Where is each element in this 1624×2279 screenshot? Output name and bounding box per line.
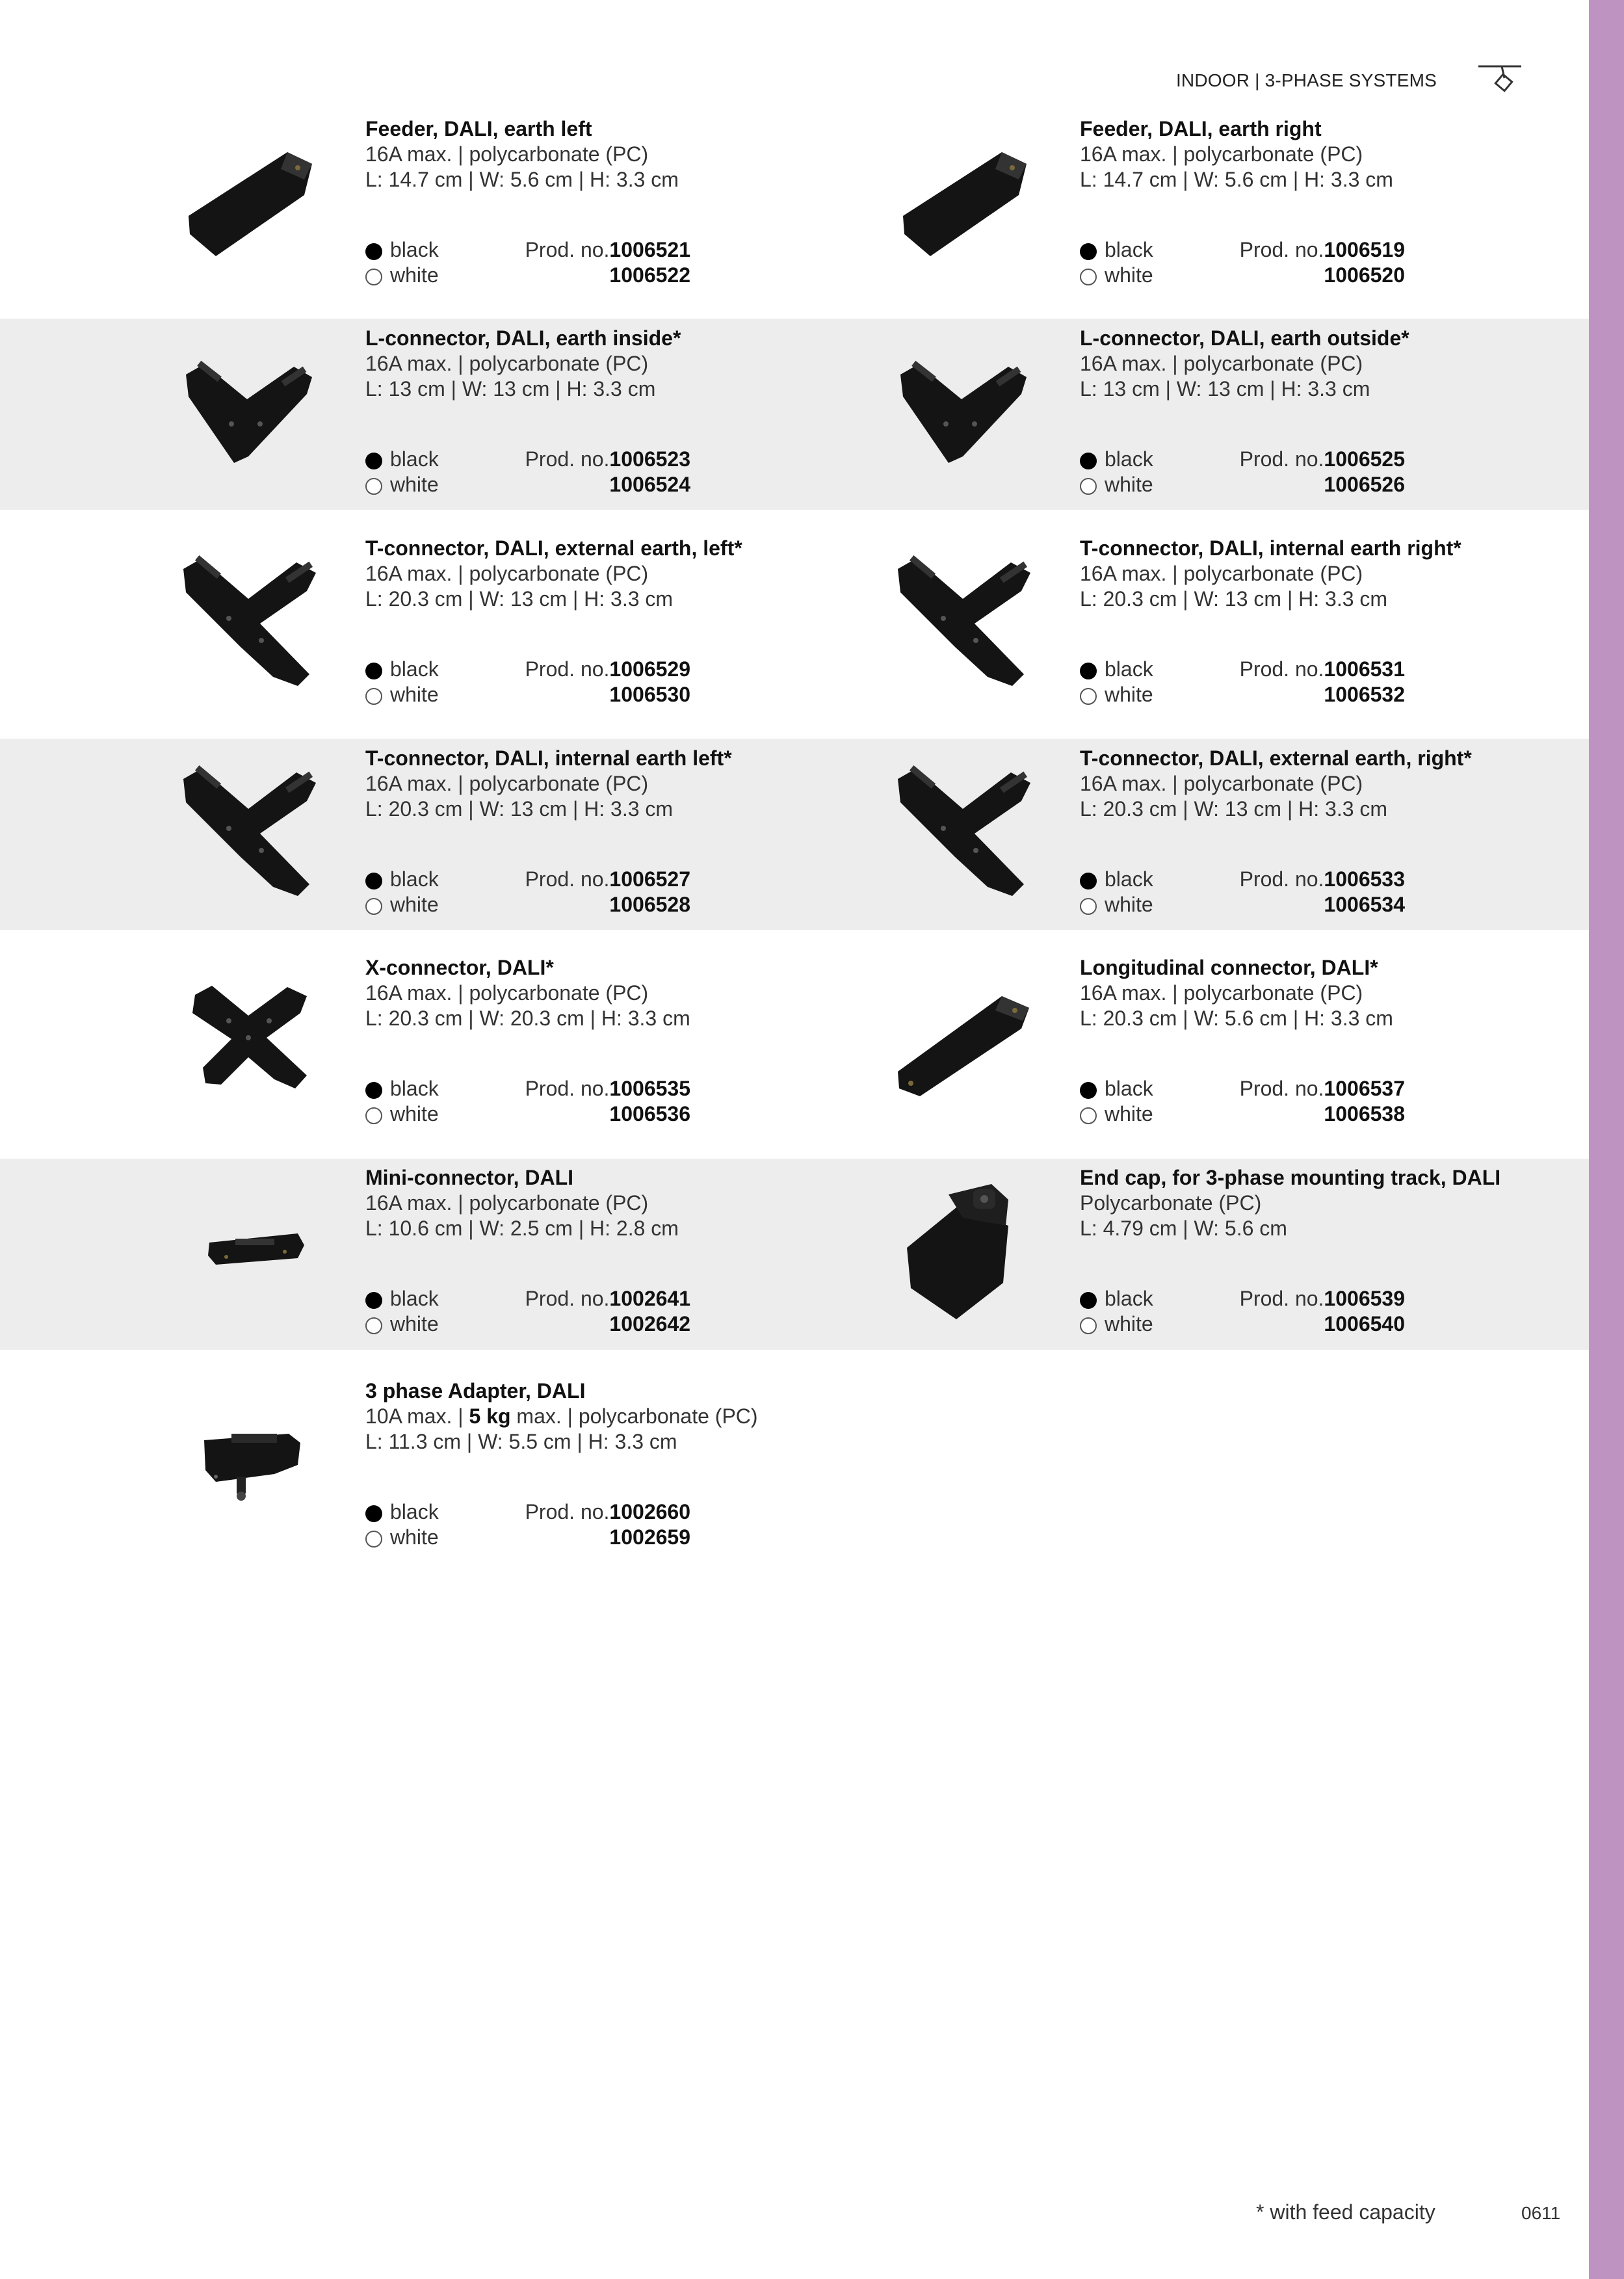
- product-spec: 16A max. | polycarbonate (PC): [1080, 981, 1363, 1005]
- product-title: End cap, for 3-phase mounting track, DALI: [1080, 1166, 1501, 1189]
- variant-white: white 1006520: [1080, 263, 1405, 289]
- product-spec: 16A max. | polycarbonate (PC): [1080, 772, 1363, 795]
- product-spec: 16A max. | polycarbonate (PC): [365, 352, 649, 375]
- variant-black: black Prod. no.1006539: [1080, 1287, 1405, 1313]
- feeder-icon: [177, 117, 365, 312]
- variant-black: black Prod. no.1006535: [365, 1077, 690, 1103]
- color-dot-white: [365, 898, 382, 915]
- product-dimensions: L: 20.3 cm | W: 13 cm | H: 3.3 cm: [1080, 797, 1388, 821]
- product-longitudinal-connector: [891, 956, 1606, 1151]
- product-dimensions: L: 13 cm | W: 13 cm | H: 3.3 cm: [1080, 377, 1370, 401]
- product-spec: 16A max. | polycarbonate (PC): [365, 562, 649, 585]
- product-spec: 16A max. | polycarbonate (PC): [1080, 562, 1363, 585]
- product-dimensions: L: 13 cm | W: 13 cm | H: 3.3 cm: [365, 377, 656, 401]
- product-spec: 10A max. | 5 kg max. | polycarbonate (PC): [365, 1404, 758, 1428]
- variant-black: black Prod. no.1006523: [365, 447, 690, 473]
- product-title: X-connector, DALI*: [365, 956, 554, 979]
- variant-white: white 1006532: [1080, 683, 1405, 709]
- mini-connector-icon: [177, 1166, 365, 1361]
- adapter-icon: [177, 1379, 365, 1574]
- product-title: 3 phase Adapter, DALI: [365, 1379, 586, 1403]
- x-connector-icon: [177, 956, 365, 1151]
- product-feeder-earth-right: [891, 117, 1606, 312]
- color-dot-black: [1080, 243, 1097, 260]
- product-spec: Polycarbonate (PC): [1080, 1191, 1262, 1215]
- t-connector-icon: [177, 746, 365, 942]
- color-dot-black: [365, 1292, 382, 1309]
- variant-black: black Prod. no.1006529: [365, 657, 690, 683]
- product-t-connector-external-earth-left: [177, 536, 892, 731]
- variant-black: black Prod. no.1006531: [1080, 657, 1405, 683]
- feeder-icon: [891, 117, 1080, 312]
- color-dot-white: [365, 688, 382, 705]
- product-title: Feeder, DALI, earth right: [1080, 117, 1322, 140]
- product-spec: 16A max. | polycarbonate (PC): [365, 772, 649, 795]
- color-dot-black: [365, 453, 382, 469]
- color-dot-black: [365, 243, 382, 260]
- variant-black: black Prod. no.1002641: [365, 1287, 690, 1313]
- longitudinal-connector-icon: [891, 956, 1080, 1151]
- t-connector-icon: [891, 536, 1080, 731]
- product-t-connector-internal-earth-right: [891, 536, 1606, 731]
- color-dot-white: [1080, 898, 1097, 915]
- product-spec: 16A max. | polycarbonate (PC): [365, 981, 649, 1005]
- section-header: INDOOR | 3-PHASE SYSTEMS: [1175, 70, 1437, 90]
- product-spec: 16A max. | polycarbonate (PC): [365, 142, 649, 166]
- product-dimensions: L: 10.6 cm | W: 2.5 cm | H: 2.8 cm: [365, 1217, 679, 1240]
- product-dimensions: L: 20.3 cm | W: 13 cm | H: 3.3 cm: [365, 797, 674, 821]
- color-dot-white: [1080, 688, 1097, 705]
- footnote: * with feed capacity: [1256, 2200, 1435, 2224]
- color-dot-black: [365, 1505, 382, 1522]
- product-spec: 16A max. | polycarbonate (PC): [1080, 352, 1363, 375]
- variant-black: black Prod. no.1006537: [1080, 1077, 1405, 1103]
- track-spot-icon: [1476, 62, 1524, 95]
- product-title: Feeder, DALI, earth left: [365, 117, 592, 140]
- product-dimensions: L: 20.3 cm | W: 20.3 cm | H: 3.3 cm: [365, 1007, 690, 1030]
- product-dimensions: L: 14.7 cm | W: 5.6 cm | H: 3.3 cm: [1080, 168, 1393, 191]
- variant-white: white 1006530: [365, 683, 690, 709]
- color-dot-black: [1080, 453, 1097, 469]
- color-dot-white: [365, 478, 382, 495]
- t-connector-icon: [177, 536, 365, 731]
- product-mini-connector: [177, 1166, 892, 1361]
- color-dot-black: [365, 873, 382, 889]
- variant-black: black Prod. no.1006525: [1080, 447, 1405, 473]
- variant-white: white 1006526: [1080, 473, 1405, 499]
- product-spec: 16A max. | polycarbonate (PC): [1080, 142, 1363, 166]
- product-3-phase-adapter: [177, 1379, 892, 1574]
- variant-white: white 1006524: [365, 473, 690, 499]
- product-title: T-connector, DALI, internal earth left*: [365, 746, 732, 770]
- color-dot-white: [365, 269, 382, 285]
- color-dot-white: [1080, 1107, 1097, 1124]
- product-title: T-connector, DALI, internal earth right*: [1080, 536, 1461, 560]
- product-dimensions: L: 20.3 cm | W: 13 cm | H: 3.3 cm: [365, 587, 674, 611]
- color-dot-white: [1080, 1317, 1097, 1334]
- product-end-cap: [891, 1166, 1606, 1361]
- product-title: L-connector, DALI, earth inside*: [365, 326, 681, 350]
- product-dimensions: L: 20.3 cm | W: 5.6 cm | H: 3.3 cm: [1080, 1007, 1393, 1030]
- product-dimensions: L: 11.3 cm | W: 5.5 cm | H: 3.3 cm: [365, 1430, 677, 1453]
- product-spec: 16A max. | polycarbonate (PC): [365, 1191, 649, 1215]
- product-l-connector-earth-outside: [891, 326, 1606, 521]
- end-cap-icon: [891, 1166, 1080, 1361]
- variant-white: white 1006534: [1080, 893, 1405, 919]
- variant-white: white 1006522: [365, 263, 690, 289]
- variant-white: white 1006538: [1080, 1102, 1405, 1128]
- variant-black: black Prod. no.1006521: [365, 238, 690, 264]
- product-t-connector-internal-earth-left: [177, 746, 892, 942]
- l-connector-icon: [891, 326, 1080, 521]
- product-t-connector-external-earth-right: [891, 746, 1606, 942]
- color-dot-black: [365, 663, 382, 679]
- variant-white: white 1006528: [365, 893, 690, 919]
- color-dot-black: [1080, 663, 1097, 679]
- color-dot-white: [365, 1317, 382, 1334]
- product-title: T-connector, DALI, external earth, right*: [1080, 746, 1472, 770]
- color-dot-white: [365, 1107, 382, 1124]
- variant-white: white 1006540: [1080, 1312, 1405, 1338]
- t-connector-icon: [891, 746, 1080, 942]
- page-number: 0611: [1521, 2203, 1561, 2223]
- variant-white: white 1002659: [365, 1525, 690, 1551]
- color-dot-black: [365, 1082, 382, 1099]
- color-dot-white: [1080, 269, 1097, 285]
- product-dimensions: L: 4.79 cm | W: 5.6 cm: [1080, 1217, 1287, 1240]
- color-dot-black: [1080, 873, 1097, 889]
- product-feeder-earth-left: [177, 117, 892, 312]
- product-dimensions: L: 20.3 cm | W: 13 cm | H: 3.3 cm: [1080, 587, 1388, 611]
- variant-white: white 1006536: [365, 1102, 690, 1128]
- color-dot-black: [1080, 1082, 1097, 1099]
- color-dot-black: [1080, 1292, 1097, 1309]
- variant-black: black Prod. no.1002660: [365, 1500, 690, 1526]
- color-dot-white: [365, 1531, 382, 1548]
- product-title: Mini-connector, DALI: [365, 1166, 573, 1189]
- variant-black: black Prod. no.1006533: [1080, 867, 1405, 893]
- product-title: Longitudinal connector, DALI*: [1080, 956, 1378, 979]
- variant-white: white 1002642: [365, 1312, 690, 1338]
- product-x-connector: [177, 956, 892, 1151]
- product-title: L-connector, DALI, earth outside*: [1080, 326, 1409, 350]
- product-dimensions: L: 14.7 cm | W: 5.6 cm | H: 3.3 cm: [365, 168, 679, 191]
- l-connector-icon: [177, 326, 365, 521]
- variant-black: black Prod. no.1006527: [365, 867, 690, 893]
- variant-black: black Prod. no.1006519: [1080, 238, 1405, 264]
- color-dot-white: [1080, 478, 1097, 495]
- product-title: T-connector, DALI, external earth, left*: [365, 536, 742, 560]
- product-l-connector-earth-inside: [177, 326, 892, 521]
